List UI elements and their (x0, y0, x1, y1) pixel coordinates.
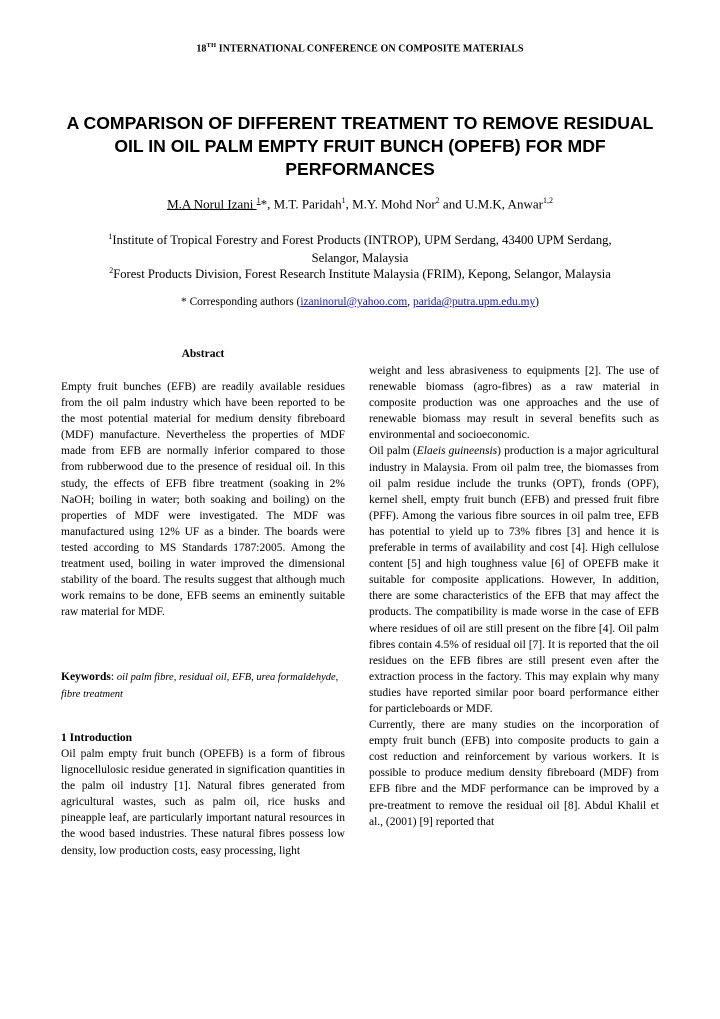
author-1-affil: 1 (256, 196, 261, 205)
affiliation-2-text: Forest Products Division, Forest Research Institute Malaysia (FRIM), Kepong, Selangor, Malaysia (113, 267, 611, 282)
author-2: *, M.T. Paridah (260, 196, 342, 212)
abstract-heading: Abstract (181, 348, 225, 360)
keywords-colon: : (110, 671, 117, 683)
running-head (0, 42, 720, 54)
corresponding-prefix: * Corresponding authors ( (181, 296, 301, 308)
running-head-number: 18 (196, 43, 207, 55)
author-line (0, 196, 720, 212)
species-name: Elaeis guineensis (416, 445, 498, 458)
p3-body: ) production is a major agricultural industry in Malaysia. From oil palm tree, the biomasses from oil palm residue include the trunks (OPT), fronds (OPF), kernel shell, empty fruit bunch (EFB) and pressed fruit fibre (PFF). Among the various fibre sources in oil palm tree, EFB has potential to yield up to 73% fibres [3] and hence it is preferable in terms of availability and cost [4]. High cellulose content [5] and high toughness value [6] of OPEFB make it suitable for composite applications. However, In addition, there are some characteristics of the EFB that may affect the products. The compatibility is made worse in the case of EFB where residues of oil are still present on the fibre [4]. Oil palm fibres contain 4.5% of residual oil [7]. It is reported that the oil residues on the EFB fibres are still present even after the extraction process in the factory. This may explain why many studies have reported similar poor board performance either for particleboards or MDF. (369, 445, 659, 715)
introduction-paragraph-1: Oil palm empty fruit bunch (OPEFB) is a form of fibrous lignocellulosic residue generated in signification quantities in the palm oil industry [1]. Natural fibres generated from agricultural wastes, such as palm oil, rice husks and pineapple leaf, are particularly important natural resources in the wood based industries. These natural fibres possess low density, low production costs, easy processing, light (61, 748, 345, 857)
section-heading-introduction: 1 Introduction (61, 732, 133, 744)
right-column (369, 363, 659, 830)
introduction-paragraph-4: Currently, there are many studies on the incorporation of empty fruit bunch (EFB) into composite products to gain a cost reduction and reinforcement by various workers. It is possible to produce medium density fibreboard (MDF) from EFB fibre and the MDF performance can be improved by a pre-treatment to remove the residual oil [8]. Abdul Khalil et al., (2001) [9] reported that (369, 719, 659, 828)
author-2-affil: 1 (341, 196, 346, 205)
keywords (61, 669, 345, 703)
author-1: M.A Norul Izani (167, 196, 257, 212)
email-link-1[interactable]: izaninorul@yahoo.com (300, 296, 408, 308)
introduction-paragraph-2: weight and less abrasiveness to equipments [2]. The use of renewable biomass (agro-fibres) as a raw material in composite production was one approaches and the use of renewable biomass may result in several benefits such as environmental and socioeconomic. (369, 365, 659, 442)
corresponding-suffix: ) (535, 296, 539, 308)
keywords-values: oil palm fibre, residual oil, EFB, urea formaldehyde, fibre treatment (61, 672, 339, 701)
corresponding-separator: , (407, 296, 413, 308)
abstract-paragraph: Empty fruit bunches (EFB) are readily available residues from the oil palm industry which have been reported to be the most potential material for medium density fibreboard (MDF) manufacture. Nevertheless the properties of MDF made from EFB are normally inferior compared to those from rubberwood due to the presence of residual oil. In this study, the effects of EFB fibre treatment (soaking in 2% NaOH; boiling in water; both soaking and boiling) on the properties of MDF were investigated. The MDF was manufactured using 12% UF as a binder. The boards were tested according to MS Standards 1787:2005. Among the treatment used, boiling in water improved the dimensional stability of the board. The results suggest that although much work remains to be done, EFB seems an eminently suitable raw material for MDF. (61, 381, 345, 619)
running-head-text: INTERNATIONAL CONFERENCE ON COMPOSITE MATERIALS (216, 43, 524, 55)
corresponding-authors (0, 296, 720, 308)
email-link-2[interactable]: parida@putra.upm.edu.my (413, 296, 536, 308)
affiliation-1-mark: 1 (108, 232, 113, 241)
p3-lead: Oil palm ( (369, 445, 417, 458)
introduction-paragraph-3 (369, 443, 659, 717)
introduction-left-column (61, 746, 345, 859)
author-3: , M.Y. Mohd Nor (345, 196, 436, 212)
author-4-affil: 1,2 (542, 196, 553, 205)
affiliation-2-mark: 2 (109, 266, 114, 275)
keywords-label: Keywords (61, 671, 111, 683)
abstract-body (61, 379, 345, 620)
running-head-ordinal: TH (206, 42, 217, 49)
affiliation-2 (90, 262, 630, 283)
author-3-affil: 2 (435, 196, 440, 205)
author-4: and U.M.K, Anwar (439, 196, 543, 212)
affiliation-1-text: Institute of Tropical Forestry and Forest Products (INTROP), UPM Serdang, 43400 UPM Serdang, Selangor, Malaysia (112, 233, 612, 266)
paper-title: A COMPARISON OF DIFFERENT TREATMENT TO REMOVE RESIDUAL OIL IN OIL PALM EMPTY FRUIT BUNCH (OPEFB) FOR MDF PERFORMANCES (66, 113, 654, 179)
